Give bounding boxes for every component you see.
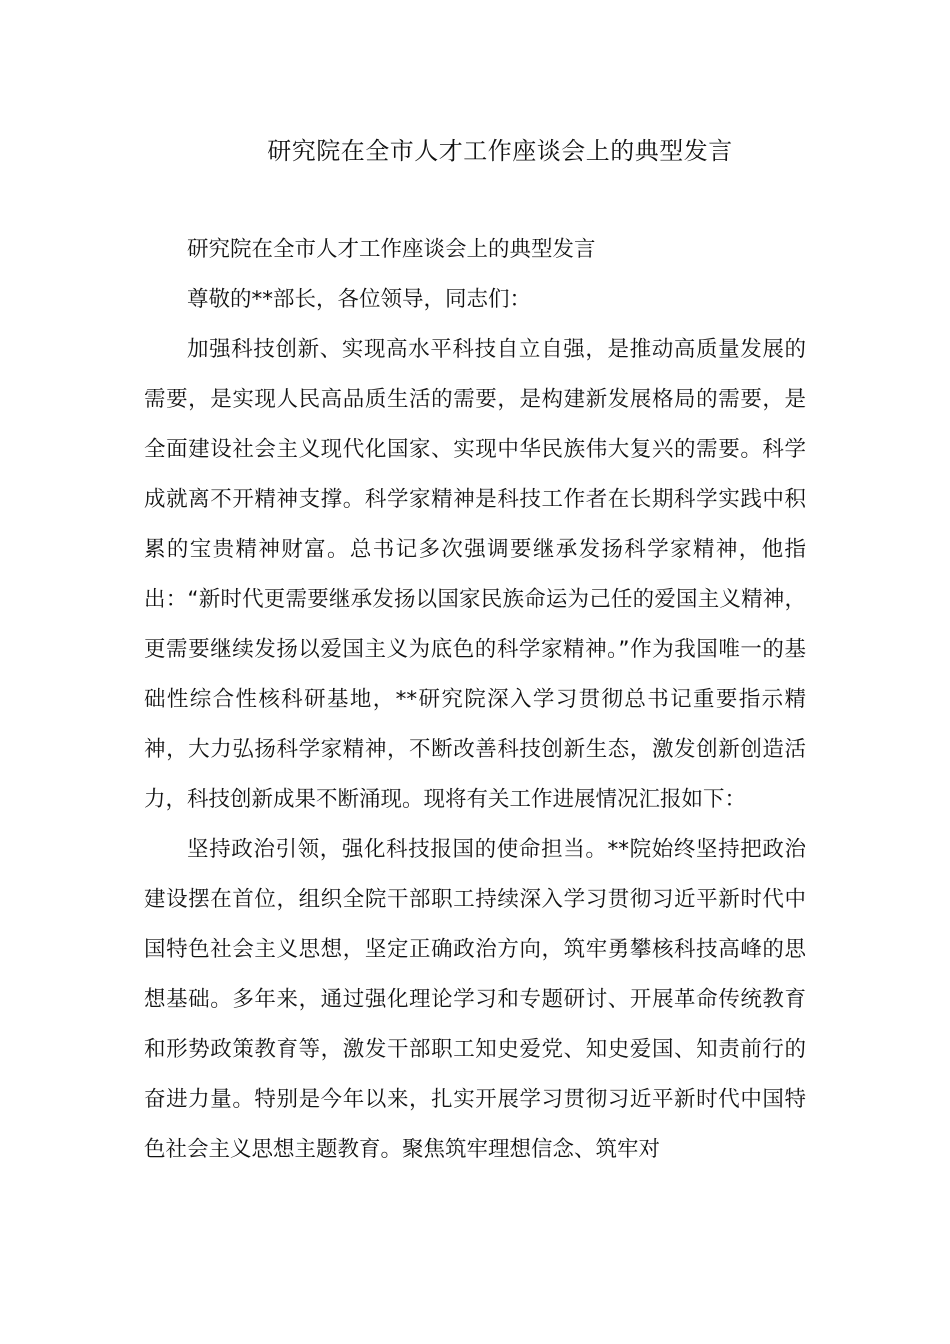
- paragraph-subtitle: 研究院在全市人才工作座谈会上的典型发言: [187, 237, 596, 262]
- paragraph-introduction: 加强科技创新、实现高水平科技自立自强，是推动高质量发展的需要，是实现人民高品质生活的需要，是构建新发展格局的需要，是全面建设社会主义现代化国家、实现中华民族伟大复兴的需要。科学成就离不开精神支撑。科学家精神是科技工作者在长期科学实践中积累的宝贵精神财富。总书记多次强调要继承发扬科学家精神，他指出：“新时代更需要继承发扬以国家民族命运为己任的爱国主义精神，更需要继续发扬以爱国主义为底色的科学家精神。”作为我国唯一的基础性综合性核科研基地，**研究院深入学习贯彻总书记重要指示精神，大力弘扬科学家精神，不断改善科技创新生态，激发创新创造活力，科技创新成果不断涌现。现将有关工作进展情况汇报如下：: [144, 337, 806, 812]
- paragraph-political-guidance: 坚持政治引领，强化科技报国的使命担当。**院始终坚持把政治建设摆在首位，组织全院干部职工持续深入学习贯彻习近平新时代中国特色社会主义思想，坚定正确政治方向，筑牢勇攀核科技高峰的思想基础。多年来，通过强化理论学习和专题研讨、开展革命传统教育和形势政策教育等，激发干部职工知史爱党、知史爱国、知责前行的奋进力量。特别是今年以来，扎实开展学习贯彻习近平新时代中国特色社会主义思想主题教育。聚焦筑牢理想信念、筑牢对: [144, 837, 806, 1162]
- document-title: 研究院在全市人才工作座谈会上的典型发言: [267, 137, 733, 165]
- document-body: [144, 225, 806, 1175]
- paragraph-salutation: 尊敬的**部长，各位领导，同志们：: [187, 287, 532, 312]
